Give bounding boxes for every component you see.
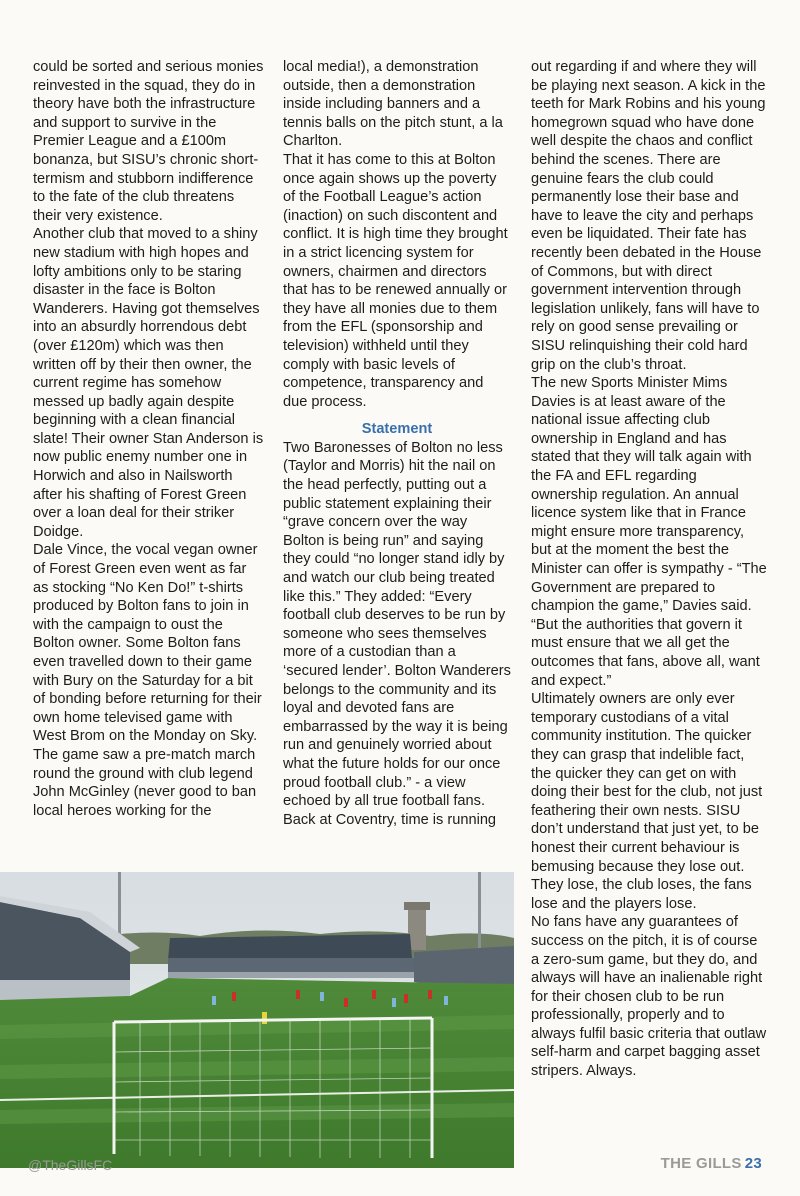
page-footer (661, 1155, 762, 1172)
paragraph: No fans have any guarantees of success on the pitch, it is of course a zero-sum game, but they do, and always will have an inalienable right for their chosen club to be run professionally, properly and to always fulfil basic criteria that outlaw self-harm and carpet bagging asset stripers. Always. (531, 914, 767, 1080)
twitter-handle: @TheGillsFC (28, 1157, 113, 1173)
page-number: 23 (744, 1155, 762, 1172)
paragraph: Two Baronesses of Bolton no less (Taylor and Morris) hit the nail on the head perfectly, putting out a public statement explaining their “grave concern over the way Bolton is being run” and saying they could “no longer stand idly by and watch our club being treated like this.” They added: “Every football club deserves to be run by someone who sees themselves more of a custodian than a ‘secured lender’. Bolton Wanderers belongs to the community and its loyal and devoted fans are embarrassed by the way it is being run and genuinely worried about what the future holds for our once proud football club.” - a view echoed by all true football fans. (283, 439, 511, 810)
paragraph: Another club that moved to a shiny new stadium with high hopes and lofty ambitions only to be staring disaster in the face is Bolton Wanderers. Having got themselves into an absurdly horrendous debt (over £120m) which was then written off by their then owner, the current regime has somehow messed up badly again despite beginning with a clean financial slate! Their owner Stan Anderson is now public enemy number one in Horwich and also in Nailsworth after his shafting of Forest Green over a loan deal for their striker Doidge. (33, 226, 264, 540)
section-subheading: Statement (361, 421, 433, 438)
paragraph: could be sorted and serious monies reinvested in the squad, they do in theory have both the infrastructure and support to survive in the Premier League and a £100m bonanza, but SISU’s chronic short-termism and stubborn indifference to the fate of the club threatens their very existence. (33, 59, 264, 224)
paragraph: Back at Coventry, time is running (283, 811, 497, 828)
article-column-3 (531, 58, 767, 1081)
paragraph: Ultimately owners are only ever temporary custodians of a vital community institution. The quicker they can grasp that indelible fact, the quicker they can get on with doing their best for the club, not just feathering their own nests. SISU don’t understand that just yet, to be honest their current behaviour is bemusing because they lose out. They lose, the club loses, the fans lose and the players lose. (531, 691, 763, 912)
stadium-photo (0, 872, 514, 1168)
paragraph: local media!), a demonstration outside, then a demonstration inside including banners and a tennis balls on the pitch stunt, a la Charlton. (283, 59, 503, 150)
article-column-1 (33, 58, 265, 820)
paragraph: out regarding if and where they will be playing next season. A kick in the teeth for Mark Robins and his young homegrown squad who have done well despite the chaos and conflict behind the scenes. There are genuine fears the club could permanently lose their base and have to leave the city and perhaps even be liquidated. Their fate has recently been debated in the House of Commons, but with direct government intervention through legislation unlikely, fans will have to rely on good sense prevailing or SISU relinquishing their cold hard grip on the club’s throat. (531, 59, 766, 373)
paragraph: Dale Vince, the vocal vegan owner of Forest Green even went as far as stocking “No Ken Do!” t-shirts produced by Bolton fans to join in with the campaign to oust the Bolton owner. Some Bolton fans even travelled down to their game with Bury on the Saturday for a bit of bonding before returning for their own home televised game with West Brom on the Monday on Sky. The game saw a pre-match march round the ground with club legend John McGinley (never good to ban local heroes working for the (33, 542, 262, 819)
paragraph: That it has come to this at Bolton once again shows up the poverty of the Football League’s action (inaction) on such discontent and conflict. It is high time they brought in a strict licencing system for owners, chairmen and directors that has to be renewed annually or they have all monies due to them from the EFL (sponsorship and television) withheld until they comply with basic levels of competence, transparency and due process. (283, 151, 508, 410)
stadium-illustration (0, 872, 514, 1168)
magazine-title: THE GILLS (660, 1155, 742, 1172)
paragraph: The new Sports Minister Mims Davies is at least aware of the national issue affecting club ownership in England and has stated that they will talk again with the FA and EFL regarding ownership regulation. An annual licence system like that in France might ensure more transparency, but at the moment the best the Minister can offer is sympathy - “The Government are prepared to champion the game,” Davies said. “But the authorities that govern it must ensure that we all get the outcomes that fans, above all, want and expect.” (531, 375, 767, 689)
article-column-2 (283, 58, 511, 829)
